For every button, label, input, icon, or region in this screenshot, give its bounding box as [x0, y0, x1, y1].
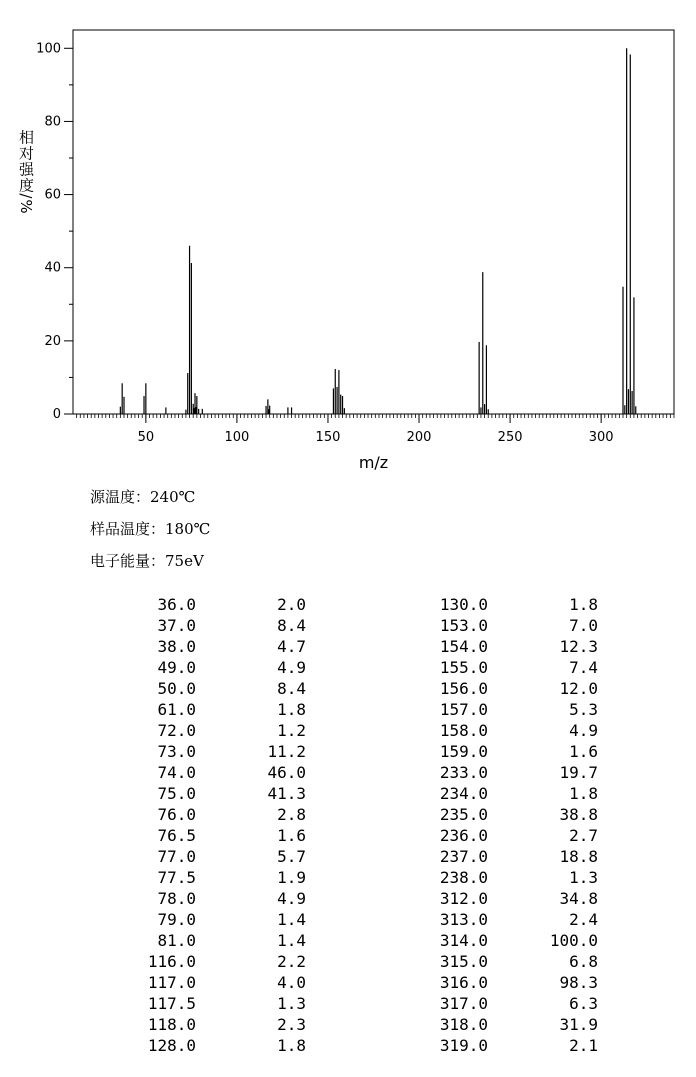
y-tick-label: 0: [52, 407, 61, 422]
intensity-cell: 1.3: [277, 994, 306, 1013]
table-row: [0, 678, 696, 699]
mz-cell: 238.0: [439, 868, 488, 887]
mz-cell: 77.5: [157, 868, 196, 887]
intensity-cell: 1.8: [277, 1036, 306, 1055]
mz-cell: 159.0: [439, 742, 488, 761]
table-row: [0, 951, 696, 972]
intensity-cell: 4.7: [277, 637, 306, 656]
intensity-cell: 2.3: [277, 1015, 306, 1034]
table-row: [0, 909, 696, 930]
x-tick-label: 300: [588, 430, 614, 445]
mz-cell: 128.0: [147, 1036, 196, 1055]
y-tick-label: 20: [44, 333, 61, 349]
x-tick-label: 150: [315, 430, 341, 445]
intensity-cell: 2.4: [569, 910, 598, 929]
table-row: [0, 804, 696, 825]
table-row: [0, 783, 696, 804]
mz-cell: 158.0: [439, 721, 488, 740]
intensity-cell: 31.9: [559, 1015, 598, 1034]
table-row: [0, 657, 696, 678]
intensity-cell: 1.8: [569, 784, 598, 803]
intensity-cell: 11.2: [267, 742, 306, 761]
mz-cell: 154.0: [439, 637, 488, 656]
mz-cell: 315.0: [439, 952, 488, 971]
source-temp-value: 240℃: [150, 488, 196, 506]
mz-cell: 130.0: [439, 595, 488, 614]
condition-sample-temp: [90, 518, 210, 539]
table-row: [0, 720, 696, 741]
y-tick-label: 80: [44, 114, 61, 130]
table-row: [0, 762, 696, 783]
source-temp-label: 源温度：: [90, 488, 151, 506]
table-row: [0, 1035, 696, 1056]
intensity-cell: 4.9: [569, 721, 598, 740]
table-row: [0, 699, 696, 720]
mz-cell: 155.0: [439, 658, 488, 677]
intensity-cell: 8.4: [277, 679, 306, 698]
mz-cell: 312.0: [439, 889, 488, 908]
x-tick-label: 100: [224, 430, 250, 445]
mz-cell: 234.0: [439, 784, 488, 803]
mz-cell: 36.0: [157, 595, 196, 614]
mz-cell: 318.0: [439, 1015, 488, 1034]
intensity-cell: 1.9: [277, 868, 306, 887]
intensity-cell: 1.8: [277, 700, 306, 719]
intensity-cell: 5.7: [277, 847, 306, 866]
intensity-cell: 7.4: [569, 658, 598, 677]
mz-cell: 319.0: [439, 1036, 488, 1055]
intensity-cell: 41.3: [267, 784, 306, 803]
plot-frame: [73, 30, 674, 414]
intensity-cell: 34.8: [559, 889, 598, 908]
mz-cell: 157.0: [439, 700, 488, 719]
table-row: [0, 888, 696, 909]
mz-cell: 72.0: [157, 721, 196, 740]
mz-cell: 316.0: [439, 973, 488, 992]
mz-cell: 78.0: [157, 889, 196, 908]
mz-cell: 116.0: [147, 952, 196, 971]
y-tick-label: 100: [36, 41, 61, 57]
intensity-cell: 1.6: [569, 742, 598, 761]
intensity-cell: 2.1: [569, 1036, 598, 1055]
table-row: [0, 993, 696, 1014]
mz-cell: 314.0: [439, 931, 488, 950]
intensity-cell: 4.0: [277, 973, 306, 992]
intensity-cell: 12.3: [559, 637, 598, 656]
table-row: [0, 846, 696, 867]
y-tick-label: 40: [44, 260, 61, 276]
condition-electron-energy: [90, 550, 204, 571]
sample-temp-value: 180℃: [165, 520, 211, 538]
mz-cell: 236.0: [439, 826, 488, 845]
table-row: [0, 636, 696, 657]
x-tick-label: 250: [497, 430, 523, 445]
mass-spectrum-chart: [0, 0, 696, 480]
intensity-cell: 7.0: [569, 616, 598, 635]
mz-cell: 49.0: [157, 658, 196, 677]
mz-cell: 118.0: [147, 1015, 196, 1034]
intensity-cell: 100.0: [549, 931, 598, 950]
mz-cell: 77.0: [157, 847, 196, 866]
intensity-cell: 6.8: [569, 952, 598, 971]
intensity-cell: 8.4: [277, 616, 306, 635]
intensity-cell: 98.3: [559, 973, 598, 992]
x-tick-label: 50: [137, 430, 155, 445]
table-row: [0, 615, 696, 636]
intensity-cell: 46.0: [267, 763, 306, 782]
mz-cell: 61.0: [157, 700, 196, 719]
mz-cell: 76.5: [157, 826, 196, 845]
intensity-cell: 1.2: [277, 721, 306, 740]
table-row: [0, 825, 696, 846]
mz-cell: 38.0: [157, 637, 196, 656]
mz-cell: 74.0: [157, 763, 196, 782]
intensity-cell: 18.8: [559, 847, 598, 866]
electron-energy-label: 电子能量：: [90, 552, 166, 570]
mz-cell: 73.0: [157, 742, 196, 761]
intensity-cell: 1.4: [277, 910, 306, 929]
mz-cell: 75.0: [157, 784, 196, 803]
x-tick-label: 200: [406, 430, 432, 445]
peak-table: [0, 594, 696, 1056]
mz-cell: 153.0: [439, 616, 488, 635]
intensity-cell: 2.2: [277, 952, 306, 971]
mz-cell: 317.0: [439, 994, 488, 1013]
intensity-cell: 5.3: [569, 700, 598, 719]
intensity-cell: 4.9: [277, 658, 306, 677]
intensity-cell: 2.7: [569, 826, 598, 845]
table-row: [0, 594, 696, 615]
intensity-cell: 19.7: [559, 763, 598, 782]
sample-temp-label: 样品温度：: [90, 520, 166, 538]
mz-cell: 156.0: [439, 679, 488, 698]
x-axis-label: m/z: [358, 453, 389, 472]
intensity-cell: 1.3: [569, 868, 598, 887]
mz-cell: 76.0: [157, 805, 196, 824]
intensity-cell: 1.4: [277, 931, 306, 950]
condition-source-temp: [90, 486, 195, 507]
intensity-cell: 2.8: [277, 805, 306, 824]
y-tick-label: 60: [44, 187, 61, 203]
mz-cell: 50.0: [157, 679, 196, 698]
table-row: [0, 972, 696, 993]
intensity-cell: 2.0: [277, 595, 306, 614]
intensity-cell: 1.6: [277, 826, 306, 845]
mz-cell: 237.0: [439, 847, 488, 866]
mz-cell: 117.5: [147, 994, 196, 1013]
intensity-cell: 38.8: [559, 805, 598, 824]
table-row: [0, 930, 696, 951]
mz-cell: 235.0: [439, 805, 488, 824]
mz-cell: 233.0: [439, 763, 488, 782]
intensity-cell: 12.0: [559, 679, 598, 698]
mz-cell: 79.0: [157, 910, 196, 929]
table-row: [0, 867, 696, 888]
mz-cell: 37.0: [157, 616, 196, 635]
table-row: [0, 1014, 696, 1035]
mz-cell: 313.0: [439, 910, 488, 929]
mz-cell: 81.0: [157, 931, 196, 950]
intensity-cell: 1.8: [569, 595, 598, 614]
electron-energy-value: 75eV: [165, 552, 204, 570]
table-row: [0, 741, 696, 762]
intensity-cell: 4.9: [277, 889, 306, 908]
mz-cell: 117.0: [147, 973, 196, 992]
intensity-cell: 6.3: [569, 994, 598, 1013]
y-axis-label: 相对强度/%: [17, 129, 35, 215]
